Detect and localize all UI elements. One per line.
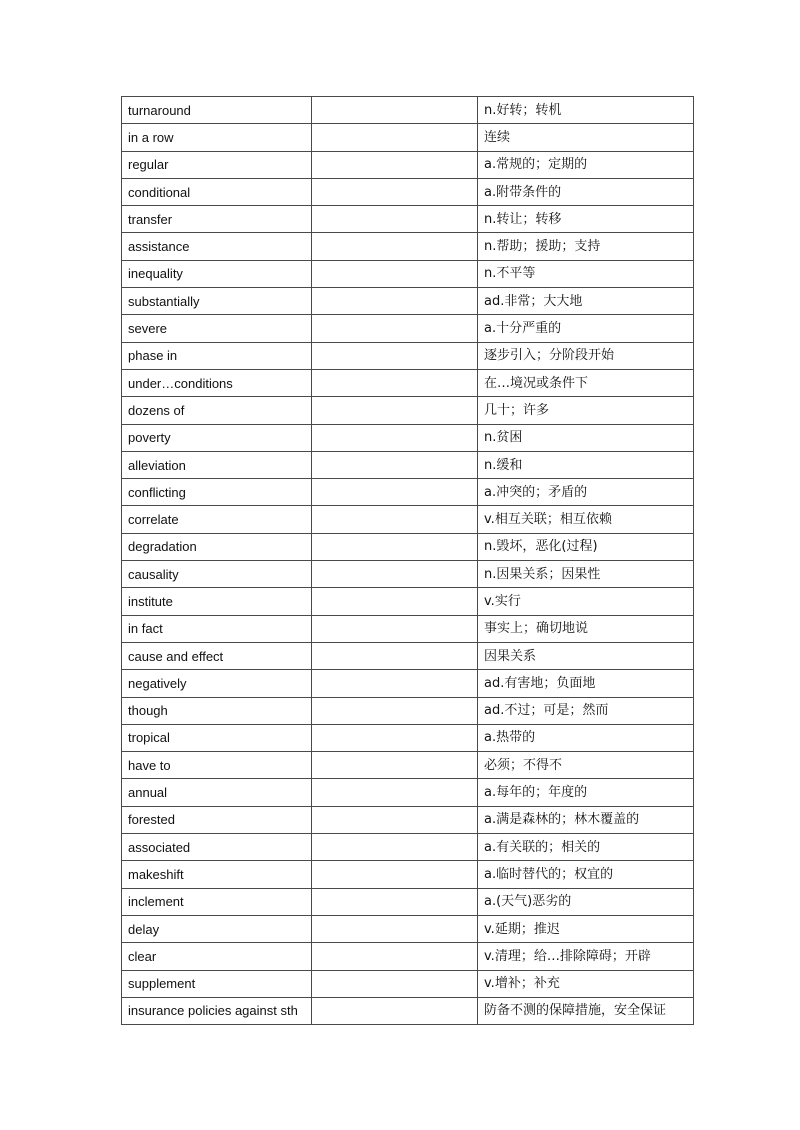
chinese-definition-cell: n.贫困 xyxy=(478,424,694,451)
blank-answer-cell xyxy=(312,888,478,915)
table-row xyxy=(122,834,694,861)
blank-answer-cell xyxy=(312,642,478,669)
blank-answer-cell xyxy=(312,533,478,560)
table-row xyxy=(122,288,694,315)
english-term-cell: forested xyxy=(122,806,312,833)
english-term-cell: supplement xyxy=(122,970,312,997)
chinese-definition-cell: ad.非常；大大地 xyxy=(478,288,694,315)
table-row xyxy=(122,997,694,1024)
blank-answer-cell xyxy=(312,315,478,342)
english-term-cell: phase in xyxy=(122,342,312,369)
blank-answer-cell xyxy=(312,479,478,506)
blank-answer-cell xyxy=(312,342,478,369)
chinese-definition-cell: v.延期；推迟 xyxy=(478,915,694,942)
english-term-cell: makeshift xyxy=(122,861,312,888)
english-term-cell: delay xyxy=(122,915,312,942)
chinese-definition-cell: a.冲突的；矛盾的 xyxy=(478,479,694,506)
table-row xyxy=(122,806,694,833)
blank-answer-cell xyxy=(312,369,478,396)
table-row xyxy=(122,724,694,751)
english-term-cell: though xyxy=(122,697,312,724)
blank-answer-cell xyxy=(312,697,478,724)
table-row xyxy=(122,151,694,178)
blank-answer-cell xyxy=(312,178,478,205)
table-row xyxy=(122,561,694,588)
chinese-definition-cell: a.附带条件的 xyxy=(478,178,694,205)
english-term-cell: negatively xyxy=(122,670,312,697)
english-term-cell: in a row xyxy=(122,124,312,151)
blank-answer-cell xyxy=(312,834,478,861)
english-term-cell: assistance xyxy=(122,233,312,260)
chinese-definition-cell: 因果关系 xyxy=(478,642,694,669)
english-term-cell: severe xyxy=(122,315,312,342)
chinese-definition-cell: n.缓和 xyxy=(478,451,694,478)
english-term-cell: causality xyxy=(122,561,312,588)
blank-answer-cell xyxy=(312,151,478,178)
english-term-cell: turnaround xyxy=(122,97,312,124)
english-term-cell: in fact xyxy=(122,615,312,642)
blank-answer-cell xyxy=(312,561,478,588)
blank-answer-cell xyxy=(312,670,478,697)
table-row xyxy=(122,697,694,724)
chinese-definition-cell: n.因果关系；因果性 xyxy=(478,561,694,588)
table-row xyxy=(122,451,694,478)
english-term-cell: correlate xyxy=(122,506,312,533)
chinese-definition-cell: n.好转；转机 xyxy=(478,97,694,124)
table-row xyxy=(122,315,694,342)
chinese-definition-cell: v.实行 xyxy=(478,588,694,615)
blank-answer-cell xyxy=(312,779,478,806)
blank-answer-cell xyxy=(312,997,478,1024)
table-row xyxy=(122,752,694,779)
vocabulary-table-body xyxy=(122,97,694,1025)
table-row xyxy=(122,124,694,151)
chinese-definition-cell: a.每年的；年度的 xyxy=(478,779,694,806)
table-row xyxy=(122,397,694,424)
english-term-cell: have to xyxy=(122,752,312,779)
english-term-cell: regular xyxy=(122,151,312,178)
table-row xyxy=(122,533,694,560)
chinese-definition-cell: 防备不测的保障措施，安全保证 xyxy=(478,997,694,1024)
chinese-definition-cell: a.十分严重的 xyxy=(478,315,694,342)
blank-answer-cell xyxy=(312,288,478,315)
table-row xyxy=(122,424,694,451)
english-term-cell: inequality xyxy=(122,260,312,287)
chinese-definition-cell: n.帮助；援助；支持 xyxy=(478,233,694,260)
table-row xyxy=(122,888,694,915)
blank-answer-cell xyxy=(312,724,478,751)
blank-answer-cell xyxy=(312,861,478,888)
table-row xyxy=(122,615,694,642)
blank-answer-cell xyxy=(312,915,478,942)
chinese-definition-cell: ad.有害地；负面地 xyxy=(478,670,694,697)
table-row xyxy=(122,506,694,533)
chinese-definition-cell: 在…境况或条件下 xyxy=(478,369,694,396)
vocabulary-table xyxy=(121,96,694,1025)
chinese-definition-cell: a.有关联的；相关的 xyxy=(478,834,694,861)
blank-answer-cell xyxy=(312,943,478,970)
english-term-cell: conditional xyxy=(122,178,312,205)
english-term-cell: poverty xyxy=(122,424,312,451)
table-row xyxy=(122,970,694,997)
english-term-cell: tropical xyxy=(122,724,312,751)
blank-answer-cell xyxy=(312,451,478,478)
chinese-definition-cell: 事实上；确切地说 xyxy=(478,615,694,642)
table-row xyxy=(122,97,694,124)
chinese-definition-cell: v.增补；补充 xyxy=(478,970,694,997)
english-term-cell: inclement xyxy=(122,888,312,915)
english-term-cell: alleviation xyxy=(122,451,312,478)
english-term-cell: institute xyxy=(122,588,312,615)
table-row xyxy=(122,260,694,287)
table-row xyxy=(122,670,694,697)
blank-answer-cell xyxy=(312,97,478,124)
chinese-definition-cell: 连续 xyxy=(478,124,694,151)
chinese-definition-cell: a.热带的 xyxy=(478,724,694,751)
blank-answer-cell xyxy=(312,970,478,997)
blank-answer-cell xyxy=(312,752,478,779)
table-row xyxy=(122,779,694,806)
blank-answer-cell xyxy=(312,424,478,451)
table-row xyxy=(122,233,694,260)
table-row xyxy=(122,178,694,205)
english-term-cell: transfer xyxy=(122,206,312,233)
blank-answer-cell xyxy=(312,233,478,260)
table-row xyxy=(122,642,694,669)
blank-answer-cell xyxy=(312,615,478,642)
chinese-definition-cell: a.常规的；定期的 xyxy=(478,151,694,178)
chinese-definition-cell: n.转让；转移 xyxy=(478,206,694,233)
english-term-cell: substantially xyxy=(122,288,312,315)
table-row xyxy=(122,479,694,506)
table-row xyxy=(122,588,694,615)
table-row xyxy=(122,369,694,396)
table-row xyxy=(122,206,694,233)
chinese-definition-cell: v.相互关联；相互依赖 xyxy=(478,506,694,533)
english-term-cell: dozens of xyxy=(122,397,312,424)
chinese-definition-cell: 几十；许多 xyxy=(478,397,694,424)
english-term-cell: under…conditions xyxy=(122,369,312,396)
english-term-cell: cause and effect xyxy=(122,642,312,669)
blank-answer-cell xyxy=(312,506,478,533)
chinese-definition-cell: a.(天气)恶劣的 xyxy=(478,888,694,915)
english-term-cell: conflicting xyxy=(122,479,312,506)
table-row xyxy=(122,943,694,970)
english-term-cell: annual xyxy=(122,779,312,806)
table-row xyxy=(122,861,694,888)
english-term-cell: insurance policies against sth xyxy=(122,997,312,1024)
table-row xyxy=(122,915,694,942)
english-term-cell: clear xyxy=(122,943,312,970)
blank-answer-cell xyxy=(312,260,478,287)
chinese-definition-cell: 必须；不得不 xyxy=(478,752,694,779)
blank-answer-cell xyxy=(312,397,478,424)
blank-answer-cell xyxy=(312,806,478,833)
chinese-definition-cell: n.毁坏，恶化(过程) xyxy=(478,533,694,560)
table-row xyxy=(122,342,694,369)
chinese-definition-cell: v.清理；给…排除障碍；开辟 xyxy=(478,943,694,970)
chinese-definition-cell: ad.不过；可是；然而 xyxy=(478,697,694,724)
chinese-definition-cell: n.不平等 xyxy=(478,260,694,287)
chinese-definition-cell: 逐步引入；分阶段开始 xyxy=(478,342,694,369)
blank-answer-cell xyxy=(312,206,478,233)
blank-answer-cell xyxy=(312,588,478,615)
blank-answer-cell xyxy=(312,124,478,151)
chinese-definition-cell: a.满是森林的；林木覆盖的 xyxy=(478,806,694,833)
english-term-cell: associated xyxy=(122,834,312,861)
english-term-cell: degradation xyxy=(122,533,312,560)
chinese-definition-cell: a.临时替代的；权宜的 xyxy=(478,861,694,888)
